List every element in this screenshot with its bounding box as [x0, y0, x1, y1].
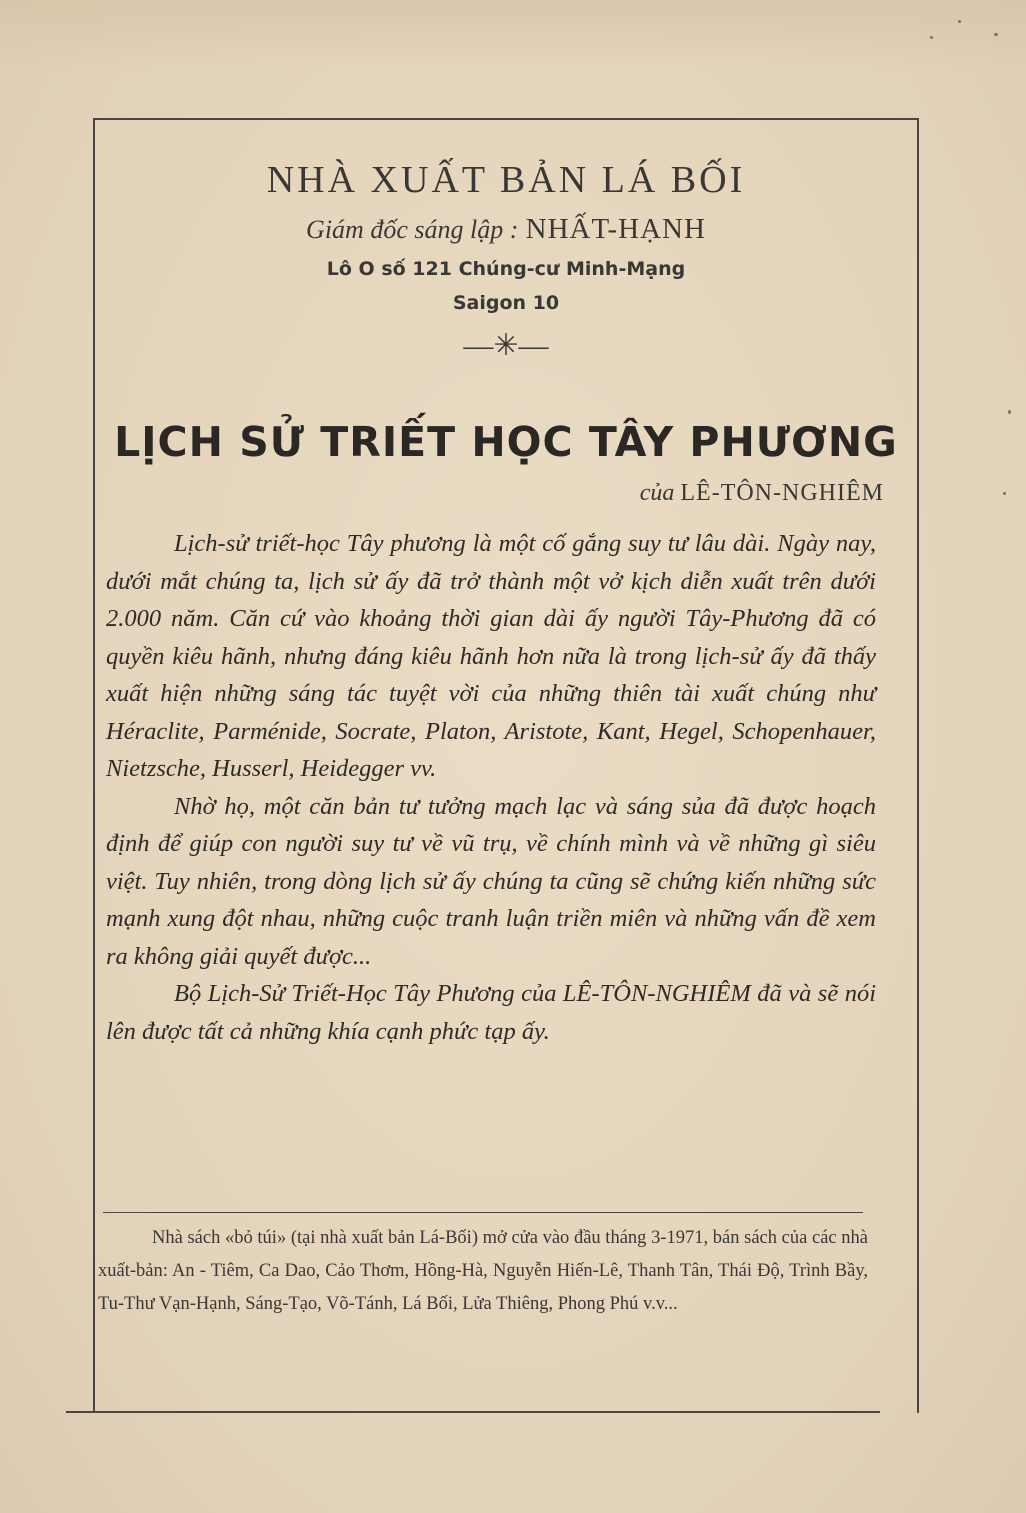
description-paragraph: Bộ Lịch-Sử Triết-Học Tây Phương của LÊ-TÔN-NGHIÊM đã và sẽ nói lên được tất cả những khía cạnh phức tạp ấy. — [106, 980, 876, 1045]
publisher-city: Saigon 10 — [452, 292, 560, 314]
description-paragraph: Lịch-sử triết-học Tây phương là một cố gắng suy tư lâu dài. Ngày nay, dưới mắt chúng ta, lịch sử ấy đã trở thành một vở kịch diễn xuất trên dưới 2.000 năm. Căn cứ vào khoảng thời gian dài ấy người Tây-Phương đã có quyền kiêu hãnh, nhưng đáng kiêu hãnh hơn nữa là trong lịch-sử ấy đã thấy xuất hiện những sáng tác tuyệt vời của những thiên tài xuất chúng như Héraclite, Parménide, Socrate, Platon, Aristote, Kant, Hegel, Schopenhauer, Nietzsche, Husserl, Heidegger vv. — [106, 530, 876, 782]
founder-name: NHẤT-HẠNH — [525, 213, 706, 245]
publisher-name: NHÀ XUẤT BẢN LÁ BỐI — [266, 159, 746, 201]
publisher-address: Lô O số 121 Chúng-cư Minh-Mạng — [326, 258, 686, 280]
page-border-bottom — [66, 1411, 880, 1413]
author-line — [640, 480, 884, 507]
star-ornament-icon: —✳— — [463, 329, 549, 362]
paper-speck — [930, 36, 933, 39]
bookshop-note: Nhà sách «bỏ túi» (tại nhà xuất bản Lá-Bối) mở cửa vào đầu tháng 3-1971, bán sách của các nhà xuất-bản: An - Tiêm, Ca Dao, Cảo Thơm, Hồng-Hà, Nguyễn Hiến-Lê, Thanh Tân, Thái Độ, Trình Bầy, Tu-Thư Vạn-Hạnh, Sáng-Tạo, Võ-Tánh, Lá Bối, Lửa Thiêng, Phong Phú v.v... — [98, 1228, 868, 1314]
paper-top-shading — [0, 0, 1026, 70]
section-divider — [103, 1212, 863, 1213]
description-paragraph: Nhờ họ, một căn bản tư tưởng mạch lạc và sáng sủa đã được hoạch định để giúp con người suy tư về vũ trụ, về chính mình và về những gì siêu việt. Tuy nhiên, trong dòng lịch sử ấy chúng ta cũng sẽ chứng kiến những sức mạnh xung đột nhau, những cuộc tranh luận triền miên và những vấn đề xem ra không giải quyết được... — [106, 792, 876, 970]
author-name: LÊ-TÔN-NGHIÊM — [680, 480, 884, 506]
paper-speck — [1008, 410, 1011, 414]
paper-speck — [1003, 492, 1006, 495]
book-title: LỊCH SỬ TRIẾT HỌC TÂY PHƯƠNG — [114, 418, 898, 466]
book-description — [106, 525, 876, 1050]
paper-speck — [994, 33, 998, 36]
founder-line — [93, 213, 919, 246]
paper-speck — [958, 20, 961, 23]
founder-label: Giám đốc sáng lập : — [306, 215, 519, 244]
author-label: của — [639, 480, 675, 506]
